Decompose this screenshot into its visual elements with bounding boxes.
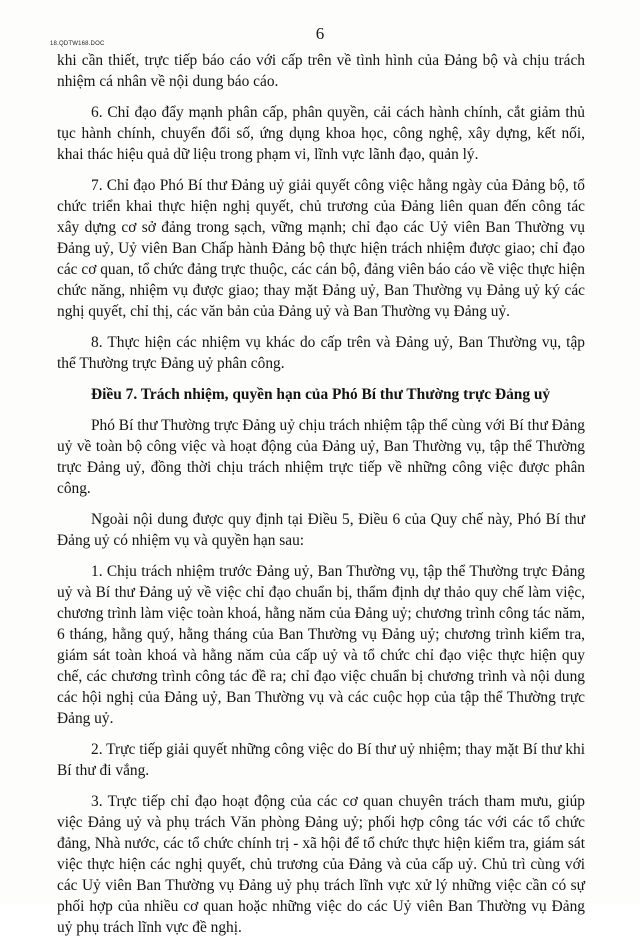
article-heading: Điều 7. Trách nhiệm, quyền hạn của Phó Bí thư Thường trực Đảng uỷ [91, 386, 551, 403]
paragraph-continuation: khi cần thiết, trực tiếp báo cáo với cấp trên về tình hình của Đảng bộ và chịu trách nhiệm cá nhân về nội dung báo cáo. [57, 52, 585, 90]
page-number: 6 [315, 24, 325, 43]
paragraph-duty-1: 1. Chịu trách nhiệm trước Đảng uỷ, Ban Thường vụ, tập thể Thường trực Đảng uỷ và Bí thư Đảng uỷ về việc chỉ đạo chuẩn bị, thẩm định dự thảo quy chế làm việc, chương trình làm việc toàn khoá, hằng năm của Đảng uỷ; chương trình công tác năm, 6 tháng, hằng quý, hằng tháng của Ban Thường vụ Đảng uỷ; chương trình kiểm tra, giám sát toàn khoá và hằng năm của cấp uỷ và tổ chức chỉ đạo việc thực hiện quy chế, các chương trình công tác đề ra; chỉ đạo việc chuẩn bị chương trình và nội dung các hội nghị của Đảng uỷ, Ban Thường vụ và các cuộc họp của tập thể Thường trực Đảng uỷ. [57, 563, 585, 727]
paragraph-scope: Ngoài nội dung được quy định tại Điều 5, Điều 6 của Quy chế này, Phó Bí thư Đảng uỷ có nhiệm vụ và quyền hạn sau: [57, 511, 585, 549]
paragraph-duty-3: 3. Trực tiếp chỉ đạo hoạt động của các cơ quan chuyên trách tham mưu, giúp việc Đảng uỷ và phụ trách Văn phòng Đảng uỷ; phối hợp công tác với các tổ chức đảng, Nhà nước, các tổ chức chính trị - xã hội để tổ chức thực hiện kiểm tra, giám sát việc thực hiện các nghị quyết, chủ trương của Đảng và của cấp uỷ. Chủ trì cùng với các Uỷ viên Ban Thường vụ Đảng uỷ phụ trách lĩnh vực xử lý những việc cần có sự phối hợp của nhiều cơ quan hoặc những việc do các Uỷ viên Ban Thường vụ Đảng uỷ phụ trách lĩnh vực đề nghị. [57, 793, 585, 936]
paragraph-intro: Phó Bí thư Thường trực Đảng uỷ chịu trách nhiệm tập thể cùng với Bí thư Đảng uỷ về toàn bộ công việc và hoạt động của Đảng uỷ, Ban Thường vụ, tập thể Thường trực Đảng uỷ, đồng thời chịu trách nhiệm trực tiếp về những công việc được phân công. [57, 417, 585, 497]
document-body [57, 50, 585, 948]
paragraph-item-8: 8. Thực hiện các nhiệm vụ khác do cấp trên và Đảng uỷ, Ban Thường vụ, tập thể Thường trực Đảng uỷ phân công. [57, 334, 585, 372]
paragraph-duty-2: 2. Trực tiếp giải quyết những công việc do Bí thư uỷ nhiệm; thay mặt Bí thư khi Bí thư đi vắng. [57, 741, 585, 779]
document-code: 18.QDTW168.DOC [50, 41, 105, 47]
paragraph-item-6: 6. Chỉ đạo đẩy mạnh phân cấp, phân quyền, cải cách hành chính, cắt giảm thủ tục hành chính, chuyển đổi số, ứng dụng khoa học, công nghệ, xây dựng, kết nối, khai thác hiệu quả dữ liệu trong phạm vi, lĩnh vực lãnh đạo, quản lý. [57, 104, 585, 163]
paragraph-item-7: 7. Chỉ đạo Phó Bí thư Đảng uỷ giải quyết công việc hằng ngày của Đảng bộ, tổ chức triển khai thực hiện nghị quyết, chủ trương của Đảng liên quan đến công tác xây dựng cơ sở đảng trong sạch, vững mạnh; chỉ đạo các Uỷ viên Ban Thường vụ Đảng uỷ, Uỷ viên Ban Chấp hành Đảng bộ thực hiện trách nhiệm được giao; chỉ đạo các cơ quan, tổ chức đảng trực thuộc, các cán bộ, đảng viên báo cáo về việc thực hiện chức năng, nhiệm vụ được giao; thay mặt Đảng uỷ, Ban Thường vụ Đảng uỷ ký các nghị quyết, chỉ thị, các văn bản của Đảng uỷ và Ban Thường vụ Đảng uỷ. [57, 177, 585, 320]
